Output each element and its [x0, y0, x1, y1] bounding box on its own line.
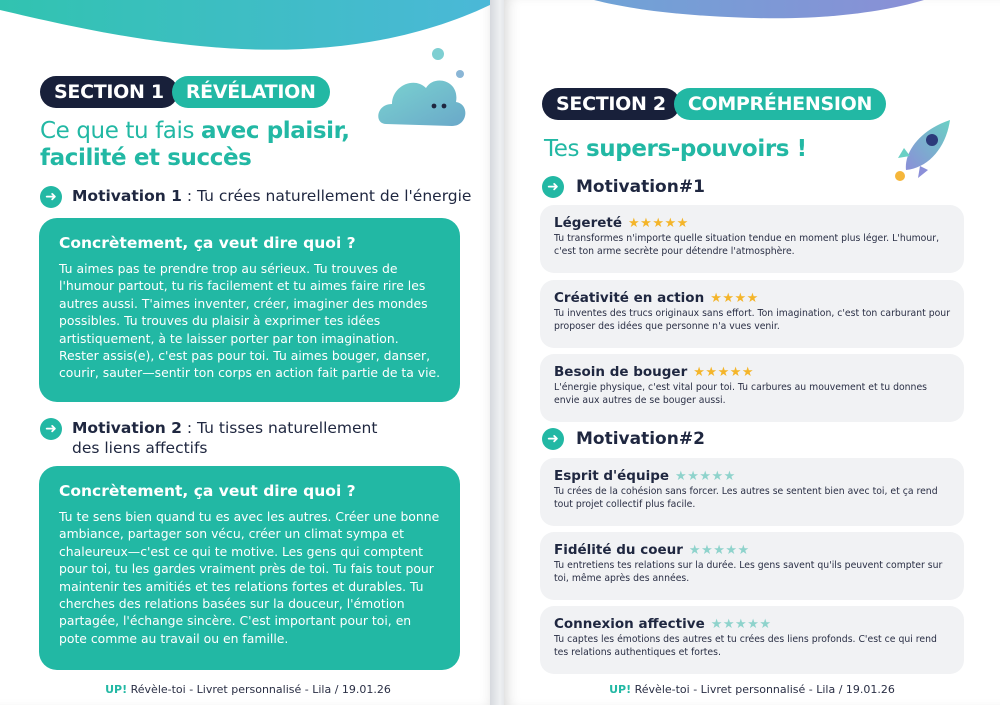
- star-icon: ★: [628, 215, 641, 231]
- section-number: SECTION 1: [40, 76, 178, 108]
- superpower-name: Fidélité du coeur ★★★★★: [554, 542, 750, 558]
- right-page: [504, 0, 1000, 705]
- star-rating: [710, 291, 759, 306]
- section-badge: [542, 88, 886, 120]
- card-heading: Concrètement, ça veut dire quoi ?: [59, 482, 356, 500]
- superpower-name: Légereté ★★★★★: [554, 215, 689, 231]
- arrow-right-icon: ➜: [542, 428, 564, 450]
- star-icon: ★: [652, 215, 665, 231]
- left-page: [0, 0, 496, 705]
- section-name: RÉVÉLATION: [172, 76, 330, 108]
- motivation-1-label: ➜ Motivation#1: [542, 176, 705, 198]
- superpower-card: [540, 458, 964, 526]
- star-icon: ★: [734, 290, 747, 306]
- star-icon: ★: [675, 468, 688, 484]
- card-body: Tu aimes pas te prendre trop au sérieux. Tu trouves de l'humour partout, tu ris facilement et tu aimes faire rire les autres aussi. T'aimes inventer, créer, imaginer des mondes possibles. Tu trouves du plaisir à exprimer tes idées artistiquement, à te laisser porter par ton imagination. Rester assis(e), c'est pas pour toi. Tu aimes bouger, danser, courir, sauter—sentir ton corps en action fait partie de ta vie.: [59, 261, 441, 381]
- star-icon: ★: [687, 468, 700, 484]
- motivation-2-label: ➜ Motivation#2: [542, 428, 705, 450]
- superpower-description: Tu captes les émotions des autres et tu crées des liens profonds. C'est ce qui rend tes relations authentiques et fortes.: [554, 634, 937, 658]
- top-wave-decoration: [504, 0, 1000, 30]
- star-icon: ★: [722, 616, 736, 632]
- page-footer: UP! Révèle-toi - Livret personnalisé - Lila / 19.01.26: [105, 683, 391, 696]
- star-icon: ★: [713, 542, 726, 558]
- star-icon: ★: [747, 616, 760, 632]
- arrow-right-icon: ➜: [40, 418, 62, 440]
- section-name: COMPRÉHENSION: [674, 88, 886, 120]
- arrow-right-icon: ➜: [40, 186, 62, 208]
- arrow-right-icon: ➜: [542, 176, 564, 198]
- star-icon: ★: [640, 215, 653, 231]
- superpower-card: [540, 606, 964, 674]
- motivation-1-heading: ➜ Motivation 1 : Tu crées naturellement de l'énergie: [40, 186, 480, 208]
- superpower-description: Tu entretiens tes relations sur la durée. Les gens savent qu'ils peuvent compter sur toi, même après des années.: [554, 560, 943, 584]
- card-body: Tu te sens bien quand tu es avec les autres. Créer une bonne ambiance, partager son vécu, créer un climat sympa et chaleureux—c'est ce qui te motive. Les gens qui comptent pour toi, tu les gardes vraiment près de toi. Tu fais tout pour maintenir tes amitiés et tes relations fortes et durables. Tu cherches des relations basées sur la douceur, l'émotion partagée, l'échange sincère. C'est important pour toi, en pote comme au travail ou en famille.: [59, 509, 440, 646]
- star-icon: ★: [710, 616, 723, 632]
- star-icon: ★: [705, 364, 718, 380]
- superpower-name: Connexion affective ★★★★★: [554, 616, 772, 632]
- star-icon: ★: [664, 215, 677, 231]
- star-icon: ★: [725, 542, 738, 558]
- star-icon: ★: [746, 290, 759, 306]
- superpower-description: Tu crées de la cohésion sans forcer. Les autres se sentent bien avec toi, et ça rend tout projet collectif plus facile.: [554, 486, 938, 510]
- superpower-card: [540, 354, 964, 422]
- card-heading: Concrètement, ça veut dire quoi ?: [59, 234, 356, 252]
- star-icon: ★: [676, 215, 689, 231]
- superpower-description: Tu transformes n'importe quelle situation tendue en moment plus léger. L'humour, c'est ton arme secrète pour détendre l'atmosphère.: [554, 233, 940, 257]
- rocket-icon: [890, 114, 962, 186]
- star-icon: ★: [723, 468, 736, 484]
- motivation-2-heading: ➜ Motivation 2 : Tu tisses naturellement des liens affectifs: [40, 418, 480, 458]
- star-icon: ★: [717, 364, 730, 380]
- section-badge: [40, 76, 330, 108]
- explanation-card-1: [39, 218, 460, 402]
- star-icon: ★: [710, 290, 723, 306]
- star-rating: [693, 365, 754, 380]
- star-rating: [689, 543, 750, 558]
- superpower-description: Tu inventes des trucs originaux sans effort. Ton imagination, c'est ton carburant pour proposer des idées que personne n'a vues venir.: [554, 308, 951, 332]
- page-title: Tes supers-pouvoirs !: [544, 136, 807, 162]
- superpower-card: [540, 280, 964, 348]
- superpower-card: [540, 205, 964, 273]
- section-number: SECTION 2: [542, 88, 680, 120]
- page-footer: UP! Révèle-toi - Livret personnalisé - Lila / 19.01.26: [609, 683, 895, 696]
- explanation-card-2: [39, 466, 460, 670]
- star-icon: ★: [711, 468, 724, 484]
- star-rating: [628, 216, 689, 231]
- star-icon: ★: [699, 468, 712, 484]
- star-icon: ★: [688, 542, 702, 558]
- superpower-name: Besoin de bouger ★★★★★: [554, 364, 755, 380]
- star-icon: ★: [741, 364, 755, 380]
- star-icon: ★: [735, 616, 748, 632]
- superpower-name: Créativité en action ★★★★: [554, 290, 759, 306]
- page-title: Ce que tu fais avec plaisir, facilité et succès: [40, 118, 350, 171]
- star-icon: ★: [737, 542, 750, 558]
- superpower-name: Esprit d'équipe ★★★★★: [554, 468, 736, 484]
- star-icon: ★: [759, 616, 772, 632]
- superpower-description: L'énergie physique, c'est vital pour toi. Tu carbures au mouvement et tu donnes envie aux autres de se bouger aussi.: [554, 382, 928, 406]
- superpower-card: [540, 532, 964, 600]
- star-icon: ★: [701, 542, 714, 558]
- star-icon: ★: [722, 290, 735, 306]
- star-icon: ★: [693, 364, 706, 380]
- star-icon: ★: [729, 364, 742, 380]
- star-rating: [675, 469, 736, 484]
- star-rating: [711, 617, 772, 632]
